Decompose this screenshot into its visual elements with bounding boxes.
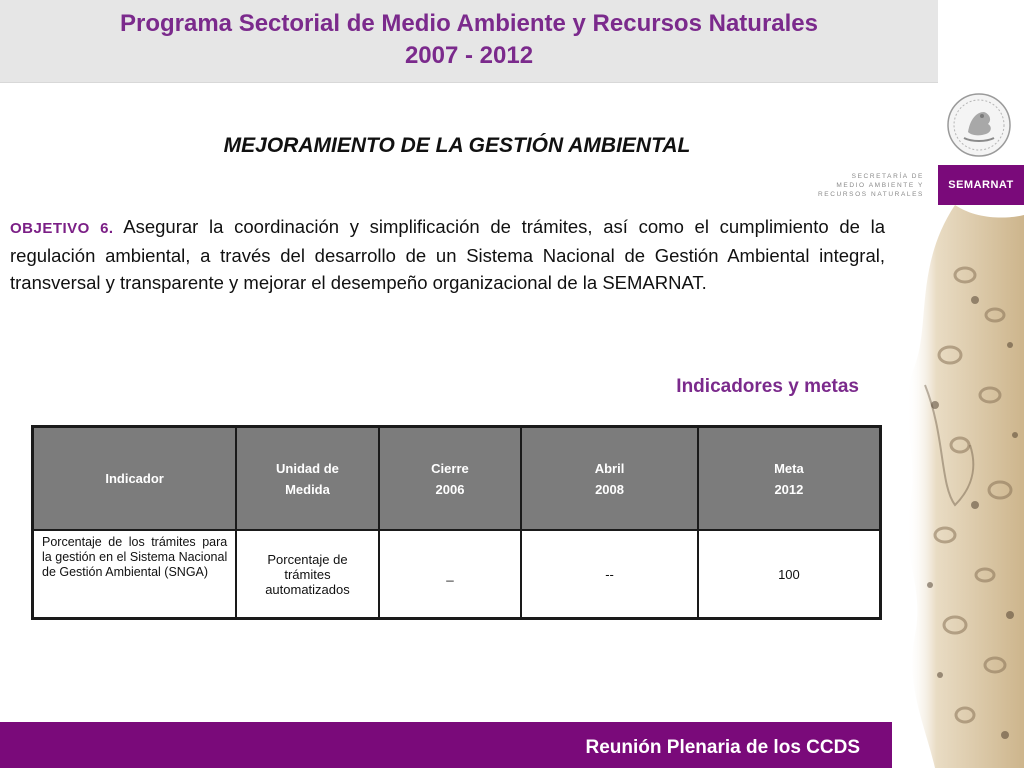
indicators-heading: Indicadores y metas bbox=[676, 376, 859, 397]
presentation-title bbox=[0, 8, 938, 72]
column-header-line: Meta bbox=[774, 460, 804, 476]
cell-cierre-2006: _ bbox=[379, 530, 522, 619]
cell-indicador: Porcentaje de los trámites para la gestión en el Sistema Nacional de Gestión Ambiental (SNGA) bbox=[33, 530, 237, 619]
column-header-line: Indicador bbox=[105, 471, 164, 486]
column-header-abril bbox=[521, 427, 698, 531]
footer-bar bbox=[0, 722, 892, 768]
column-header-line: Medida bbox=[285, 481, 330, 497]
column-header-line: Cierre bbox=[431, 460, 469, 476]
ministry-line-1: SECRETARÍA DE bbox=[851, 173, 924, 180]
column-header-cierre bbox=[379, 427, 522, 531]
semarnat-logo: SEMARNAT bbox=[938, 165, 1024, 205]
cell-unidad: Porcentaje de trámites automatizados bbox=[236, 530, 379, 619]
jaguar-image bbox=[895, 205, 1024, 768]
indicators-table bbox=[31, 425, 882, 620]
column-header-line: 2008 bbox=[595, 481, 624, 497]
cell-meta-2012: 100 bbox=[698, 530, 881, 619]
column-header-line: 2006 bbox=[435, 481, 465, 497]
column-header-line: Abril bbox=[594, 460, 625, 476]
cell-abril-2008: -- bbox=[521, 530, 698, 619]
title-line-1: Programa Sectorial de Medio Ambiente y Recursos Naturales bbox=[119, 10, 818, 37]
table-row bbox=[33, 530, 881, 619]
column-header-meta bbox=[698, 427, 881, 531]
title-line-2: 2007 - 2012 bbox=[404, 42, 534, 69]
mexico-seal-icon bbox=[946, 92, 1012, 158]
objective-text: Asegurar la coordinación y simplificación de trámites, así como el cumplimiento de la regulación ambiental, a través del desarrollo de un Sistema Nacional de Gestión Ambiental integral, transversal y transparente y mejorar el desempeño organizacional de la SEMARNAT. bbox=[10, 216, 885, 293]
ministry-line-2: MEDIO AMBIENTE Y bbox=[836, 182, 924, 189]
column-header-line: 2012 bbox=[774, 481, 804, 497]
column-header-indicador bbox=[33, 427, 237, 531]
footer-text: Reunión Plenaria de los CCDS bbox=[585, 737, 860, 758]
column-header-unidad bbox=[236, 427, 379, 531]
objective-paragraph bbox=[10, 213, 885, 296]
header-bar bbox=[0, 0, 938, 83]
section-title: MEJORAMIENTO DE LA GESTIÓN AMBIENTAL bbox=[223, 134, 691, 157]
ministry-line-3: RECURSOS NATURALES bbox=[818, 191, 924, 198]
table-header-row bbox=[33, 427, 881, 531]
column-header-line: Unidad de bbox=[276, 460, 339, 476]
objective-label: OBJETIVO 6. bbox=[10, 220, 114, 237]
ministry-name bbox=[800, 172, 924, 199]
